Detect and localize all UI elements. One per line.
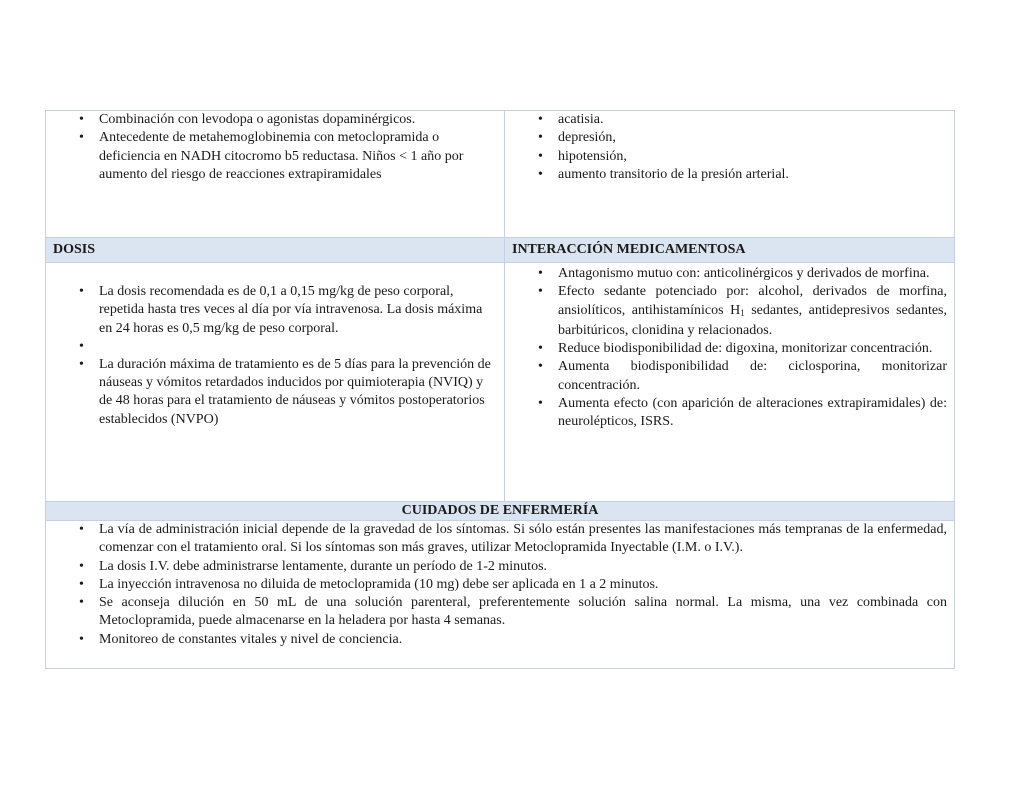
- list-item: • hipotensión,: [512, 148, 947, 166]
- dosis-list: [53, 283, 497, 429]
- list-item: [512, 283, 947, 340]
- list-item: • depresión,: [512, 129, 947, 147]
- interaccion-list: [512, 265, 947, 432]
- drug-info-table: [45, 110, 955, 669]
- contraindications-row: [46, 111, 955, 238]
- list-item: • La dosis I.V. debe administrarse lentamente, durante un período de 1-2 minutos.: [53, 558, 947, 576]
- list-item: • Reduce biodisponibilidad de: digoxina, monitorizar concentración.: [512, 340, 947, 358]
- dosis-interaccion-row: [46, 263, 955, 502]
- list-item: • La dosis recomendada es de 0,1 a 0,15 mg/kg de peso corporal, repetida hasta tres veces al día por vía intravenosa. La dosis máxima en 24 horas es 0,5 mg/kg de peso corporal.: [53, 283, 497, 338]
- item-text: sedantes, antidepresivos sedantes, barbitúricos, clonidina y relacionados.: [558, 302, 947, 338]
- list-spacer: [53, 338, 497, 356]
- dosis-cell: [46, 263, 505, 502]
- list-item: • Antecedente de metahemoglobinemia con metoclopramida o deficiencia en NADH citocromo b5 reductasa. Niños < 1 año por aumento del riesgo de reacciones extrapiramidales: [53, 129, 497, 184]
- dosis-heading: DOSIS: [46, 238, 505, 263]
- adverse-effects-list: [512, 111, 947, 184]
- list-item: • La vía de administración inicial depende de la gravedad de los síntomas. Si sólo están presentes las manifestaciones más tempranas de la enfermedad, comenzar con el tratamiento oral. Si los síntomas son más graves, utilizar Metoclopramida Inyectable (I.M. o I.V.).: [53, 521, 947, 558]
- interaccion-cell: [505, 263, 955, 502]
- interaccion-heading: INTERACCIÓN MEDICAMENTOSA: [505, 238, 955, 263]
- section-header-row: [46, 238, 955, 263]
- contraindications-list: [53, 111, 497, 184]
- subscript: 1: [740, 307, 745, 318]
- contraindications-cell: [46, 111, 505, 238]
- list-item: • Se aconseja dilución en 50 mL de una solución parenteral, preferentemente solución salina normal. La misma, una vez combinada con Metoclopramida, puede almacenarse en la heladera por hasta 4 semanas.: [53, 594, 947, 631]
- cuidados-header-row: [46, 502, 955, 521]
- cuidados-row: [46, 521, 955, 669]
- adverse-effects-cell: [505, 111, 955, 238]
- item-text: Efecto sedante potenciado por: alcohol, derivados de morfina, ansiolíticos, antihistamínicos H: [558, 284, 947, 318]
- cuidados-heading: CUIDADOS DE ENFERMERÍA: [46, 502, 955, 521]
- list-item: • Aumenta efecto (con aparición de alteraciones extrapiramidales) de: neurolépticos, ISRS.: [512, 395, 947, 432]
- list-item: • La duración máxima de tratamiento es de 5 días para la prevención de náuseas y vómitos retardados inducidos por quimioterapia (NVIQ) y de 48 horas para el tratamiento de náuseas y vómitos postoperatorios establecidos (NVPO): [53, 356, 497, 429]
- list-item: • Aumenta biodisponibilidad de: ciclosporina, monitorizar concentración.: [512, 358, 947, 395]
- cuidados-list: [53, 521, 947, 649]
- list-item: • La inyección intravenosa no diluida de metoclopramida (10 mg) debe ser aplicada en 1 a 2 minutos.: [53, 576, 947, 594]
- list-item: • Monitoreo de constantes vitales y nivel de conciencia.: [53, 631, 947, 649]
- list-item: • Combinación con levodopa o agonistas dopaminérgicos.: [53, 111, 497, 129]
- list-item: • acatisia.: [512, 111, 947, 129]
- cuidados-cell: [46, 521, 955, 669]
- list-item: • aumento transitorio de la presión arterial.: [512, 166, 947, 184]
- list-item: • Antagonismo mutuo con: anticolinérgicos y derivados de morfina.: [512, 265, 947, 283]
